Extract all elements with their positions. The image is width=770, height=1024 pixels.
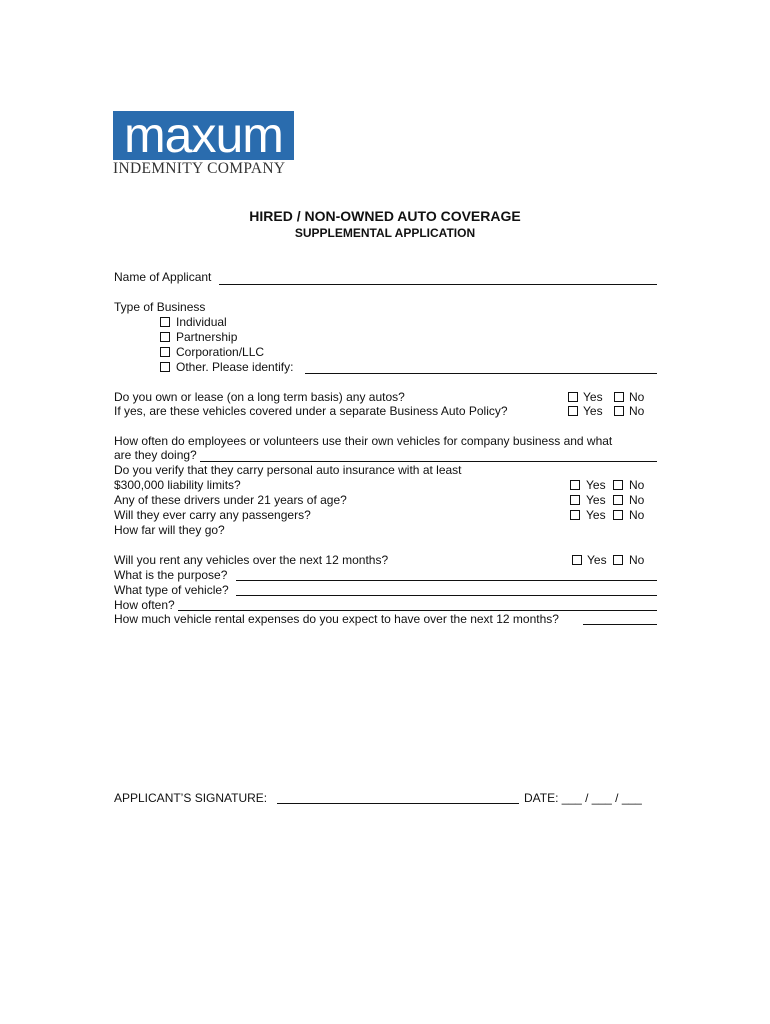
how-often-question-line2: are they doing? [114, 448, 197, 462]
passengers-no-label: No [629, 508, 645, 522]
under-21-yes-checkbox[interactable] [570, 495, 580, 505]
passengers-no-checkbox[interactable] [613, 510, 623, 520]
signature-date[interactable]: DATE: ___ / ___ / ___ [524, 791, 642, 805]
passengers-yes-label: Yes [586, 508, 606, 522]
logo-subtitle: INDEMNITY COMPANY [113, 160, 286, 177]
under-21-no-label: No [629, 493, 645, 507]
rental-expenses-question: How much vehicle rental expenses do you expect to have over the next 12 months? [114, 612, 559, 626]
applicant-name-label: Name of Applicant [114, 270, 212, 284]
own-autos-no-label: No [629, 390, 645, 404]
signature-field[interactable] [277, 803, 519, 804]
covered-policy-no-label: No [629, 404, 645, 418]
rent-often-question: How often? [114, 598, 175, 612]
form-subtitle: SUPPLEMENTAL APPLICATION [294, 226, 476, 240]
vehicle-type-field[interactable] [236, 595, 657, 596]
rent-vehicles-yes-label: Yes [587, 553, 607, 567]
covered-policy-question: If yes, are these vehicles covered under a separate Business Auto Policy? [114, 404, 508, 418]
partnership-checkbox[interactable] [160, 332, 170, 342]
company-logo [113, 107, 294, 163]
form-title: HIRED / NON-OWNED AUTO COVERAGE [249, 208, 521, 224]
verify-insurance-question-line1: Do you verify that they carry personal auto insurance with at least [114, 463, 462, 477]
verify-insurance-no-label: No [629, 478, 645, 492]
partnership-option-label: Partnership [176, 330, 238, 344]
purpose-field[interactable] [236, 580, 657, 581]
own-autos-yes-label: Yes [583, 390, 603, 404]
logo-wordmark: maxum [124, 107, 283, 163]
how-often-question-line1: How often do employees or volunteers use their own vehicles for company business and what [114, 434, 613, 448]
under-21-question: Any of these drivers under 21 years of age? [114, 493, 347, 507]
verify-insurance-no-checkbox[interactable] [613, 480, 623, 490]
signature-label: APPLICANT’S SIGNATURE: [114, 791, 268, 805]
verify-insurance-yes-label: Yes [586, 478, 606, 492]
rent-vehicles-yes-checkbox[interactable] [572, 555, 582, 565]
other-checkbox[interactable] [160, 362, 170, 372]
other-option-label: Other. Please identify: [176, 360, 294, 374]
how-far-question: How far will they go? [114, 523, 225, 537]
other-identify-field[interactable] [305, 373, 657, 374]
verify-insurance-yes-checkbox[interactable] [570, 480, 580, 490]
under-21-yes-label: Yes [586, 493, 606, 507]
individual-checkbox[interactable] [160, 317, 170, 327]
rent-vehicles-no-label: No [629, 553, 645, 567]
corporation-llc-checkbox[interactable] [160, 347, 170, 357]
rent-vehicles-question: Will you rent any vehicles over the next 12 months? [114, 553, 389, 567]
own-autos-no-checkbox[interactable] [614, 392, 624, 402]
covered-policy-yes-checkbox[interactable] [568, 406, 578, 416]
vehicle-type-question: What type of vehicle? [114, 583, 229, 597]
rental-expenses-field[interactable] [583, 624, 657, 625]
under-21-no-checkbox[interactable] [613, 495, 623, 505]
own-autos-question: Do you own or lease (on a long term basis) any autos? [114, 390, 405, 404]
passengers-question: Will they ever carry any passengers? [114, 508, 311, 522]
corporation-llc-option-label: Corporation/LLC [176, 345, 265, 359]
purpose-question: What is the purpose? [114, 568, 228, 582]
passengers-yes-checkbox[interactable] [570, 510, 580, 520]
rent-vehicles-no-checkbox[interactable] [613, 555, 623, 565]
verify-insurance-question-line2: $300,000 liability limits? [114, 478, 241, 492]
individual-option-label: Individual [176, 315, 227, 329]
how-often-answer-field[interactable] [200, 461, 657, 462]
own-autos-yes-checkbox[interactable] [568, 392, 578, 402]
covered-policy-yes-label: Yes [583, 404, 603, 418]
rent-often-field[interactable] [178, 610, 657, 611]
covered-policy-no-checkbox[interactable] [614, 406, 624, 416]
applicant-name-field[interactable] [219, 284, 657, 285]
business-type-label: Type of Business [114, 300, 206, 314]
